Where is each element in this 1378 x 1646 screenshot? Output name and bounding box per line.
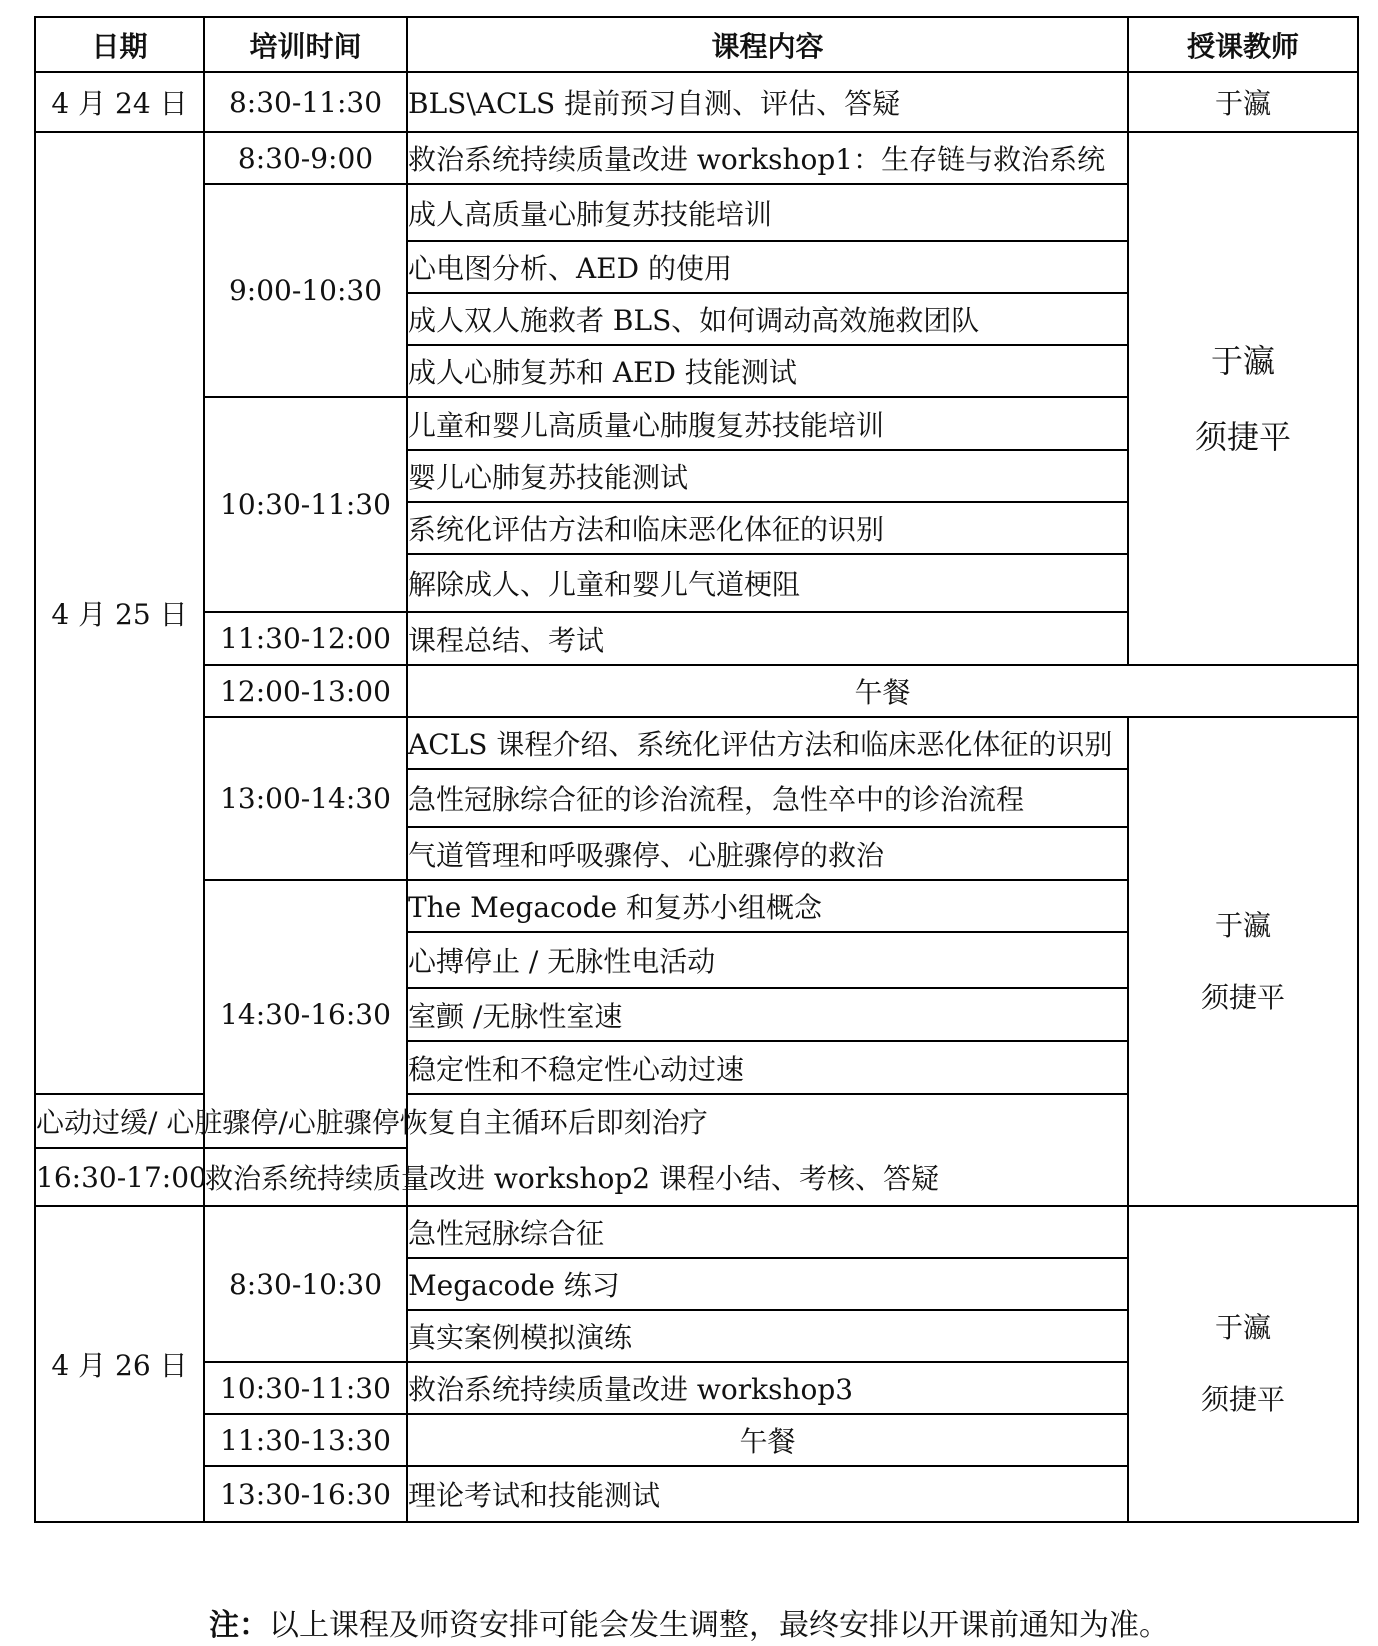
time-cell: 11:30-13:30 (204, 1414, 407, 1466)
teacher-name: 于瀛 (1214, 908, 1271, 942)
course-cell: 真实案例模拟演练 (407, 1310, 1128, 1362)
date-cell: 4 月 24 日 (35, 72, 204, 132)
time-cell: 13:30-16:30 (204, 1466, 407, 1522)
teacher-name: 须捷平 (1200, 980, 1285, 1014)
footnote (0, 1606, 1378, 1646)
course-cell: 急性冠脉综合征的诊治流程，急性卒中的诊治流程 (407, 769, 1128, 827)
teacher-name: 须捷平 (1200, 1383, 1285, 1416)
time-cell: 9:00-10:30 (204, 184, 407, 397)
course-cell: 儿童和婴儿高质量心肺腹复苏技能培训 (407, 397, 1128, 450)
time-cell: 8:30-9:00 (204, 132, 407, 184)
course-cell: The Megacode 和复苏小组概念 (407, 880, 1128, 932)
course-cell: 气道管理和呼吸骤停、心脏骤停的救治 (407, 827, 1128, 880)
teacher-name: 于瀛 (1210, 341, 1275, 380)
date-cell: 4 月 25 日 (35, 132, 204, 1094)
time-cell: 8:30-11:30 (204, 72, 407, 132)
course-cell: 救治系统持续质量改进 workshop2 课程小结、考核、答疑 (204, 1148, 407, 1206)
time-cell: 16:30-17:00 (35, 1148, 204, 1206)
teacher-cell (1128, 717, 1358, 1206)
course-cell: 成人高质量心肺复苏技能培训 (407, 184, 1128, 241)
lunch-cell: 午餐 (407, 1414, 1128, 1466)
course-cell: 婴儿心肺复苏技能测试 (407, 450, 1128, 502)
lunch-cell: 午餐 (407, 665, 1358, 717)
header-time: 培训时间 (204, 17, 407, 72)
time-cell: 10:30-11:30 (204, 397, 407, 612)
teacher-name: 须捷平 (1194, 417, 1291, 456)
time-cell: 12:00-13:00 (204, 665, 407, 717)
course-cell: 解除成人、儿童和婴儿气道梗阻 (407, 554, 1128, 612)
course-cell: 系统化评估方法和临床恶化体征的识别 (407, 502, 1128, 554)
header-date: 日期 (35, 17, 204, 72)
course-cell: BLS\ACLS 提前预习自测、评估、答疑 (407, 72, 1128, 132)
course-cell: 课程总结、考试 (407, 612, 1128, 665)
time-cell: 10:30-11:30 (204, 1362, 407, 1414)
course-cell: 心动过缓/ 心脏骤停/心脏骤停恢复自主循环后即刻治疗 (35, 1094, 204, 1148)
course-cell: 成人双人施救者 BLS、如何调动高效施救团队 (407, 293, 1128, 345)
teacher-cell: 于瀛 (1128, 72, 1358, 132)
header-content: 课程内容 (407, 17, 1128, 72)
header-teacher: 授课教师 (1128, 17, 1358, 72)
table-row (35, 1206, 1358, 1258)
header-row (35, 17, 1358, 72)
time-cell: 11:30-12:00 (204, 612, 407, 665)
footnote-label: 注： (209, 1608, 269, 1643)
teacher-name: 于瀛 (1214, 1311, 1271, 1344)
teacher-cell (1128, 132, 1358, 665)
course-cell: 救治系统持续质量改进 workshop1：生存链与救治系统 (407, 132, 1128, 184)
time-cell: 8:30-10:30 (204, 1206, 407, 1362)
course-cell: 理论考试和技能测试 (407, 1466, 1128, 1522)
teacher-cell (1128, 1206, 1358, 1522)
course-cell: 心搏停止 / 无脉性电活动 (407, 932, 1128, 988)
table-row (35, 665, 1358, 717)
course-cell: 救治系统持续质量改进 workshop3 (407, 1362, 1128, 1414)
course-cell: 室颤 /无脉性室速 (407, 988, 1128, 1041)
footnote-text: 以上课程及师资安排可能会发生调整，最终安排以开课前通知为准。 (269, 1608, 1169, 1643)
table-row (35, 72, 1358, 132)
time-cell: 13:00-14:30 (204, 717, 407, 880)
table-row (35, 132, 1358, 184)
date-cell: 4 月 26 日 (35, 1206, 204, 1522)
course-cell: ACLS 课程介绍、系统化评估方法和临床恶化体征的识别 (407, 717, 1128, 769)
course-cell: 心电图分析、AED 的使用 (407, 241, 1128, 293)
course-cell: 稳定性和不稳定性心动过速 (407, 1041, 1128, 1094)
course-cell: 急性冠脉综合征 (407, 1206, 1128, 1258)
course-cell: Megacode 练习 (407, 1258, 1128, 1310)
course-cell: 成人心肺复苏和 AED 技能测试 (407, 345, 1128, 397)
time-cell: 14:30-16:30 (204, 880, 407, 1148)
table-row (35, 717, 1358, 769)
schedule-table (34, 16, 1359, 1523)
